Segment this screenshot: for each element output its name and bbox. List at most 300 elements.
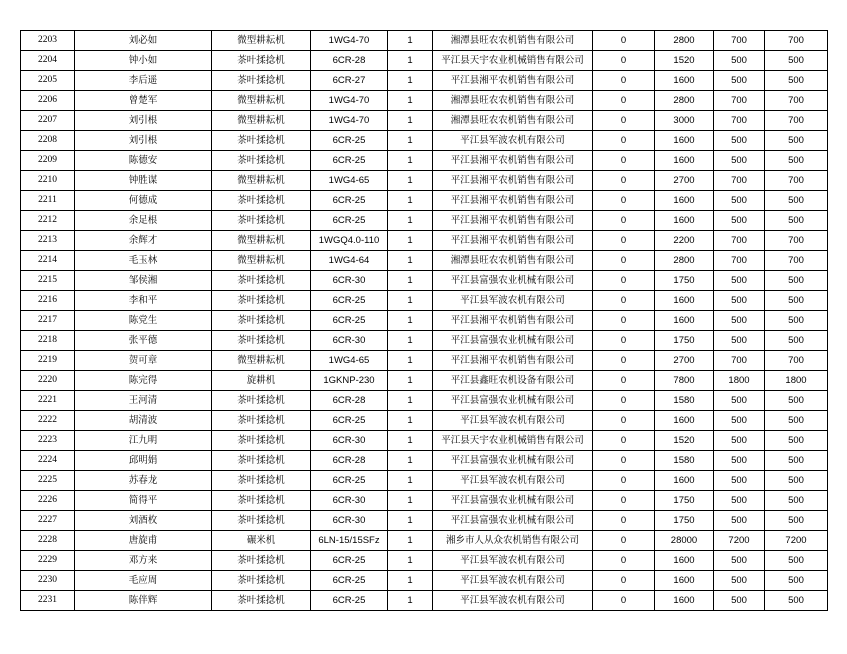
subsidy-cell: 500 — [714, 211, 765, 231]
model-cell: 6CR-25 — [311, 211, 388, 231]
row-number-cell: 2211 — [21, 191, 75, 211]
machine-type-cell: 茶叶揉捻机 — [212, 271, 311, 291]
model-cell: 6CR-25 — [311, 151, 388, 171]
col-7-cell: 0 — [593, 111, 655, 131]
model-cell: 1WGQ4.0-110 — [311, 231, 388, 251]
machine-type-cell: 茶叶揉捻机 — [212, 411, 311, 431]
table-row — [21, 231, 828, 251]
buyer-name-cell: 邱明娟 — [75, 451, 212, 471]
table-row — [21, 31, 828, 51]
quantity-cell: 1 — [388, 371, 433, 391]
table-row — [21, 451, 828, 471]
dealer-cell: 平江县军波农机有限公司 — [433, 131, 593, 151]
subsidy-cell: 500 — [714, 491, 765, 511]
price-cell: 1600 — [655, 71, 714, 91]
machine-type-cell: 茶叶揉捻机 — [212, 571, 311, 591]
row-number-cell: 2228 — [21, 531, 75, 551]
price-cell: 2800 — [655, 251, 714, 271]
row-number-cell: 2218 — [21, 331, 75, 351]
amount-cell: 700 — [765, 171, 828, 191]
model-cell: 1WG4-70 — [311, 31, 388, 51]
quantity-cell: 1 — [388, 271, 433, 291]
quantity-cell: 1 — [388, 311, 433, 331]
machine-type-cell: 茶叶揉捻机 — [212, 191, 311, 211]
table-body — [21, 31, 828, 611]
amount-cell: 700 — [765, 351, 828, 371]
col-7-cell: 0 — [593, 451, 655, 471]
amount-cell: 500 — [765, 291, 828, 311]
price-cell: 1600 — [655, 411, 714, 431]
col-7-cell: 0 — [593, 291, 655, 311]
col-7-cell: 0 — [593, 151, 655, 171]
amount-cell: 700 — [765, 251, 828, 271]
model-cell: 6CR-28 — [311, 391, 388, 411]
subsidy-cell: 700 — [714, 351, 765, 371]
price-cell: 1600 — [655, 571, 714, 591]
dealer-cell: 平江县富强农业机械有限公司 — [433, 391, 593, 411]
machine-type-cell: 微型耕耘机 — [212, 111, 311, 131]
price-cell: 1750 — [655, 491, 714, 511]
dealer-cell: 平江县湘平农机销售有限公司 — [433, 151, 593, 171]
row-number-cell: 2206 — [21, 91, 75, 111]
dealer-cell: 平江县湘平农机销售有限公司 — [433, 71, 593, 91]
buyer-name-cell: 江九明 — [75, 431, 212, 451]
table-row — [21, 111, 828, 131]
price-cell: 2800 — [655, 31, 714, 51]
dealer-cell: 湘潭县旺农农机销售有限公司 — [433, 111, 593, 131]
price-cell: 1600 — [655, 191, 714, 211]
col-7-cell: 0 — [593, 591, 655, 611]
quantity-cell: 1 — [388, 151, 433, 171]
subsidy-cell: 500 — [714, 291, 765, 311]
quantity-cell: 1 — [388, 531, 433, 551]
price-cell: 1580 — [655, 451, 714, 471]
machine-type-cell: 茶叶揉捻机 — [212, 311, 311, 331]
quantity-cell: 1 — [388, 51, 433, 71]
subsidy-cell: 500 — [714, 311, 765, 331]
amount-cell: 500 — [765, 451, 828, 471]
amount-cell: 700 — [765, 231, 828, 251]
price-cell: 2700 — [655, 351, 714, 371]
col-7-cell: 0 — [593, 51, 655, 71]
quantity-cell: 1 — [388, 191, 433, 211]
buyer-name-cell: 钟胜谋 — [75, 171, 212, 191]
amount-cell: 500 — [765, 191, 828, 211]
subsidy-cell: 500 — [714, 511, 765, 531]
table-row — [21, 91, 828, 111]
row-number-cell: 2209 — [21, 151, 75, 171]
machine-type-cell: 茶叶揉捻机 — [212, 471, 311, 491]
quantity-cell: 1 — [388, 291, 433, 311]
buyer-name-cell: 陈伴辉 — [75, 591, 212, 611]
buyer-name-cell: 陈党生 — [75, 311, 212, 331]
quantity-cell: 1 — [388, 31, 433, 51]
model-cell: 6CR-25 — [311, 131, 388, 151]
table-row — [21, 491, 828, 511]
dealer-cell: 平江县湘平农机销售有限公司 — [433, 351, 593, 371]
model-cell: 6CR-25 — [311, 291, 388, 311]
dealer-cell: 平江县鑫旺农机设备有限公司 — [433, 371, 593, 391]
quantity-cell: 1 — [388, 391, 433, 411]
dealer-cell: 平江县军波农机有限公司 — [433, 551, 593, 571]
buyer-name-cell: 余足根 — [75, 211, 212, 231]
machine-type-cell: 微型耕耘机 — [212, 351, 311, 371]
col-7-cell: 0 — [593, 431, 655, 451]
table-row — [21, 151, 828, 171]
col-7-cell: 0 — [593, 351, 655, 371]
amount-cell: 500 — [765, 391, 828, 411]
row-number-cell: 2205 — [21, 71, 75, 91]
dealer-cell: 平江县富强农业机械有限公司 — [433, 331, 593, 351]
quantity-cell: 1 — [388, 591, 433, 611]
row-number-cell: 2222 — [21, 411, 75, 431]
row-number-cell: 2204 — [21, 51, 75, 71]
dealer-cell: 平江县军波农机有限公司 — [433, 291, 593, 311]
quantity-cell: 1 — [388, 471, 433, 491]
quantity-cell: 1 — [388, 431, 433, 451]
col-7-cell: 0 — [593, 171, 655, 191]
price-cell: 1520 — [655, 51, 714, 71]
amount-cell: 500 — [765, 511, 828, 531]
col-7-cell: 0 — [593, 251, 655, 271]
price-cell: 1600 — [655, 211, 714, 231]
model-cell: 6CR-25 — [311, 571, 388, 591]
col-7-cell: 0 — [593, 411, 655, 431]
subsidy-cell: 500 — [714, 591, 765, 611]
table-row — [21, 71, 828, 91]
model-cell: 6CR-25 — [311, 411, 388, 431]
model-cell: 6CR-30 — [311, 491, 388, 511]
price-cell: 1580 — [655, 391, 714, 411]
col-7-cell: 0 — [593, 511, 655, 531]
amount-cell: 1800 — [765, 371, 828, 391]
table-row — [21, 331, 828, 351]
row-number-cell: 2230 — [21, 571, 75, 591]
table-row — [21, 591, 828, 611]
machine-type-cell: 茶叶揉捻机 — [212, 591, 311, 611]
row-number-cell: 2217 — [21, 311, 75, 331]
model-cell: 6CR-28 — [311, 451, 388, 471]
buyer-name-cell: 刘酒枚 — [75, 511, 212, 531]
quantity-cell: 1 — [388, 71, 433, 91]
col-7-cell: 0 — [593, 31, 655, 51]
col-7-cell: 0 — [593, 471, 655, 491]
buyer-name-cell: 唐旋甫 — [75, 531, 212, 551]
quantity-cell: 1 — [388, 571, 433, 591]
quantity-cell: 1 — [388, 551, 433, 571]
price-cell: 2800 — [655, 91, 714, 111]
subsidy-cell: 700 — [714, 231, 765, 251]
machine-type-cell: 茶叶揉捻机 — [212, 431, 311, 451]
row-number-cell: 2220 — [21, 371, 75, 391]
col-7-cell: 0 — [593, 271, 655, 291]
subsidy-cell: 500 — [714, 51, 765, 71]
subsidy-cell: 700 — [714, 91, 765, 111]
dealer-cell: 平江县湘平农机销售有限公司 — [433, 171, 593, 191]
model-cell: 6CR-25 — [311, 311, 388, 331]
price-cell: 28000 — [655, 531, 714, 551]
quantity-cell: 1 — [388, 111, 433, 131]
buyer-name-cell: 钟小如 — [75, 51, 212, 71]
col-7-cell: 0 — [593, 371, 655, 391]
table-row — [21, 471, 828, 491]
amount-cell: 500 — [765, 571, 828, 591]
table-row — [21, 391, 828, 411]
col-7-cell: 0 — [593, 231, 655, 251]
model-cell: 1WG4-64 — [311, 251, 388, 271]
dealer-cell: 平江县天宇农业机械销售有限公司 — [433, 51, 593, 71]
machine-type-cell: 茶叶揉捻机 — [212, 51, 311, 71]
dealer-cell: 平江县富强农业机械有限公司 — [433, 491, 593, 511]
col-7-cell: 0 — [593, 331, 655, 351]
quantity-cell: 1 — [388, 351, 433, 371]
row-number-cell: 2207 — [21, 111, 75, 131]
model-cell: 1WG4-65 — [311, 351, 388, 371]
buyer-name-cell: 王河清 — [75, 391, 212, 411]
col-7-cell: 0 — [593, 531, 655, 551]
price-cell: 3000 — [655, 111, 714, 131]
subsidy-cell: 500 — [714, 71, 765, 91]
model-cell: 1WG4-65 — [311, 171, 388, 191]
amount-cell: 500 — [765, 431, 828, 451]
row-number-cell: 2225 — [21, 471, 75, 491]
model-cell: 1GKNP-230 — [311, 371, 388, 391]
buyer-name-cell: 毛玉林 — [75, 251, 212, 271]
buyer-name-cell: 邓方来 — [75, 551, 212, 571]
machine-type-cell: 茶叶揉捻机 — [212, 551, 311, 571]
price-cell: 1750 — [655, 511, 714, 531]
dealer-cell: 平江县湘平农机销售有限公司 — [433, 191, 593, 211]
row-number-cell: 2212 — [21, 211, 75, 231]
row-number-cell: 2223 — [21, 431, 75, 451]
row-number-cell: 2213 — [21, 231, 75, 251]
price-cell: 1600 — [655, 591, 714, 611]
buyer-name-cell: 张平德 — [75, 331, 212, 351]
table-row — [21, 351, 828, 371]
row-number-cell: 2231 — [21, 591, 75, 611]
buyer-name-cell: 贺可章 — [75, 351, 212, 371]
row-number-cell: 2216 — [21, 291, 75, 311]
buyer-name-cell: 苏春龙 — [75, 471, 212, 491]
table-row — [21, 131, 828, 151]
buyer-name-cell: 何德成 — [75, 191, 212, 211]
table-row — [21, 271, 828, 291]
price-cell: 1600 — [655, 551, 714, 571]
amount-cell: 500 — [765, 71, 828, 91]
dealer-cell: 平江县军波农机有限公司 — [433, 591, 593, 611]
machine-type-cell: 茶叶揉捻机 — [212, 71, 311, 91]
subsidy-cell: 500 — [714, 151, 765, 171]
buyer-name-cell: 刘引根 — [75, 111, 212, 131]
subsidy-cell: 500 — [714, 391, 765, 411]
price-cell: 2700 — [655, 171, 714, 191]
dealer-cell: 平江县湘平农机销售有限公司 — [433, 231, 593, 251]
subsidy-cell: 700 — [714, 251, 765, 271]
quantity-cell: 1 — [388, 511, 433, 531]
model-cell: 6CR-28 — [311, 51, 388, 71]
quantity-cell: 1 — [388, 411, 433, 431]
buyer-name-cell: 简得平 — [75, 491, 212, 511]
amount-cell: 700 — [765, 31, 828, 51]
buyer-name-cell: 毛应周 — [75, 571, 212, 591]
row-number-cell: 2229 — [21, 551, 75, 571]
price-cell: 1600 — [655, 291, 714, 311]
amount-cell: 500 — [765, 271, 828, 291]
table-row — [21, 371, 828, 391]
subsidy-cell: 500 — [714, 271, 765, 291]
col-7-cell: 0 — [593, 491, 655, 511]
model-cell: 6CR-25 — [311, 191, 388, 211]
price-cell: 1520 — [655, 431, 714, 451]
model-cell: 6CR-30 — [311, 511, 388, 531]
dealer-cell: 平江县军波农机有限公司 — [433, 471, 593, 491]
machine-type-cell: 茶叶揉捻机 — [212, 131, 311, 151]
dealer-cell: 平江县军波农机有限公司 — [433, 411, 593, 431]
amount-cell: 500 — [765, 51, 828, 71]
row-number-cell: 2219 — [21, 351, 75, 371]
table-row — [21, 51, 828, 71]
model-cell: 6CR-27 — [311, 71, 388, 91]
dealer-cell: 平江县湘平农机销售有限公司 — [433, 211, 593, 231]
subsidy-cell: 500 — [714, 431, 765, 451]
table-row — [21, 571, 828, 591]
table-row — [21, 511, 828, 531]
price-cell: 2200 — [655, 231, 714, 251]
row-number-cell: 2214 — [21, 251, 75, 271]
buyer-name-cell: 邹侯湘 — [75, 271, 212, 291]
amount-cell: 500 — [765, 131, 828, 151]
col-7-cell: 0 — [593, 91, 655, 111]
machine-type-cell: 茶叶揉捻机 — [212, 151, 311, 171]
dealer-cell: 平江县军波农机有限公司 — [433, 571, 593, 591]
quantity-cell: 1 — [388, 91, 433, 111]
amount-cell: 500 — [765, 471, 828, 491]
table-row — [21, 211, 828, 231]
model-cell: 6CR-30 — [311, 431, 388, 451]
subsidy-cell: 700 — [714, 171, 765, 191]
subsidy-cell: 1800 — [714, 371, 765, 391]
price-cell: 1600 — [655, 151, 714, 171]
subsidy-cell: 700 — [714, 111, 765, 131]
model-cell: 6CR-30 — [311, 271, 388, 291]
subsidy-cell: 500 — [714, 551, 765, 571]
buyer-name-cell: 胡清波 — [75, 411, 212, 431]
dealer-cell: 平江县富强农业机械有限公司 — [433, 271, 593, 291]
dealer-cell: 平江县富强农业机械有限公司 — [433, 511, 593, 531]
subsidy-cell: 700 — [714, 31, 765, 51]
amount-cell: 500 — [765, 331, 828, 351]
table-row — [21, 551, 828, 571]
amount-cell: 500 — [765, 311, 828, 331]
dealer-cell: 平江县湘平农机销售有限公司 — [433, 311, 593, 331]
price-cell: 1600 — [655, 471, 714, 491]
machine-type-cell: 茶叶揉捻机 — [212, 331, 311, 351]
model-cell: 6CR-30 — [311, 331, 388, 351]
row-number-cell: 2221 — [21, 391, 75, 411]
quantity-cell: 1 — [388, 171, 433, 191]
machine-type-cell: 茶叶揉捻机 — [212, 511, 311, 531]
model-cell: 6LN-15/15SFz — [311, 531, 388, 551]
col-7-cell: 0 — [593, 311, 655, 331]
amount-cell: 500 — [765, 211, 828, 231]
subsidy-cell: 500 — [714, 131, 765, 151]
table-row — [21, 291, 828, 311]
quantity-cell: 1 — [388, 451, 433, 471]
table-row — [21, 171, 828, 191]
col-7-cell: 0 — [593, 571, 655, 591]
table-row — [21, 251, 828, 271]
buyer-name-cell: 李后遥 — [75, 71, 212, 91]
row-number-cell: 2224 — [21, 451, 75, 471]
dealer-cell: 平江县天宇农业机械销售有限公司 — [433, 431, 593, 451]
machine-type-cell: 茶叶揉捻机 — [212, 451, 311, 471]
buyer-name-cell: 刘必如 — [75, 31, 212, 51]
table-row — [21, 531, 828, 551]
machine-type-cell: 微型耕耘机 — [212, 31, 311, 51]
machine-type-cell: 微型耕耘机 — [212, 91, 311, 111]
row-number-cell: 2210 — [21, 171, 75, 191]
amount-cell: 500 — [765, 491, 828, 511]
table-row — [21, 311, 828, 331]
model-cell: 1WG4-70 — [311, 111, 388, 131]
machine-type-cell: 微型耕耘机 — [212, 231, 311, 251]
buyer-name-cell: 曾楚军 — [75, 91, 212, 111]
amount-cell: 500 — [765, 551, 828, 571]
col-7-cell: 0 — [593, 71, 655, 91]
model-cell: 1WG4-70 — [311, 91, 388, 111]
subsidy-cell: 500 — [714, 331, 765, 351]
quantity-cell: 1 — [388, 211, 433, 231]
buyer-name-cell: 余辉才 — [75, 231, 212, 251]
price-cell: 7800 — [655, 371, 714, 391]
row-number-cell: 2226 — [21, 491, 75, 511]
machine-type-cell: 旋耕机 — [212, 371, 311, 391]
model-cell: 6CR-25 — [311, 591, 388, 611]
table-row — [21, 411, 828, 431]
row-number-cell: 2215 — [21, 271, 75, 291]
price-cell: 1750 — [655, 271, 714, 291]
machine-type-cell: 碾米机 — [212, 531, 311, 551]
col-7-cell: 0 — [593, 391, 655, 411]
col-7-cell: 0 — [593, 191, 655, 211]
row-number-cell: 2203 — [21, 31, 75, 51]
buyer-name-cell: 陈德安 — [75, 151, 212, 171]
table-row — [21, 191, 828, 211]
subsidy-cell: 500 — [714, 411, 765, 431]
amount-cell: 7200 — [765, 531, 828, 551]
subsidy-cell: 500 — [714, 191, 765, 211]
machine-type-cell: 微型耕耘机 — [212, 251, 311, 271]
buyer-name-cell: 陈完得 — [75, 371, 212, 391]
dealer-cell: 湘潭县旺农农机销售有限公司 — [433, 91, 593, 111]
subsidy-cell: 500 — [714, 571, 765, 591]
machine-type-cell: 微型耕耘机 — [212, 171, 311, 191]
machine-type-cell: 茶叶揉捻机 — [212, 391, 311, 411]
machine-type-cell: 茶叶揉捻机 — [212, 211, 311, 231]
buyer-name-cell: 李和平 — [75, 291, 212, 311]
amount-cell: 500 — [765, 151, 828, 171]
dealer-cell: 湘乡市人从众农机销售有限公司 — [433, 531, 593, 551]
quantity-cell: 1 — [388, 231, 433, 251]
model-cell: 6CR-25 — [311, 551, 388, 571]
amount-cell: 500 — [765, 411, 828, 431]
col-7-cell: 0 — [593, 551, 655, 571]
quantity-cell: 1 — [388, 251, 433, 271]
dealer-cell: 平江县富强农业机械有限公司 — [433, 451, 593, 471]
buyer-name-cell: 刘引根 — [75, 131, 212, 151]
col-7-cell: 0 — [593, 131, 655, 151]
amount-cell: 500 — [765, 591, 828, 611]
